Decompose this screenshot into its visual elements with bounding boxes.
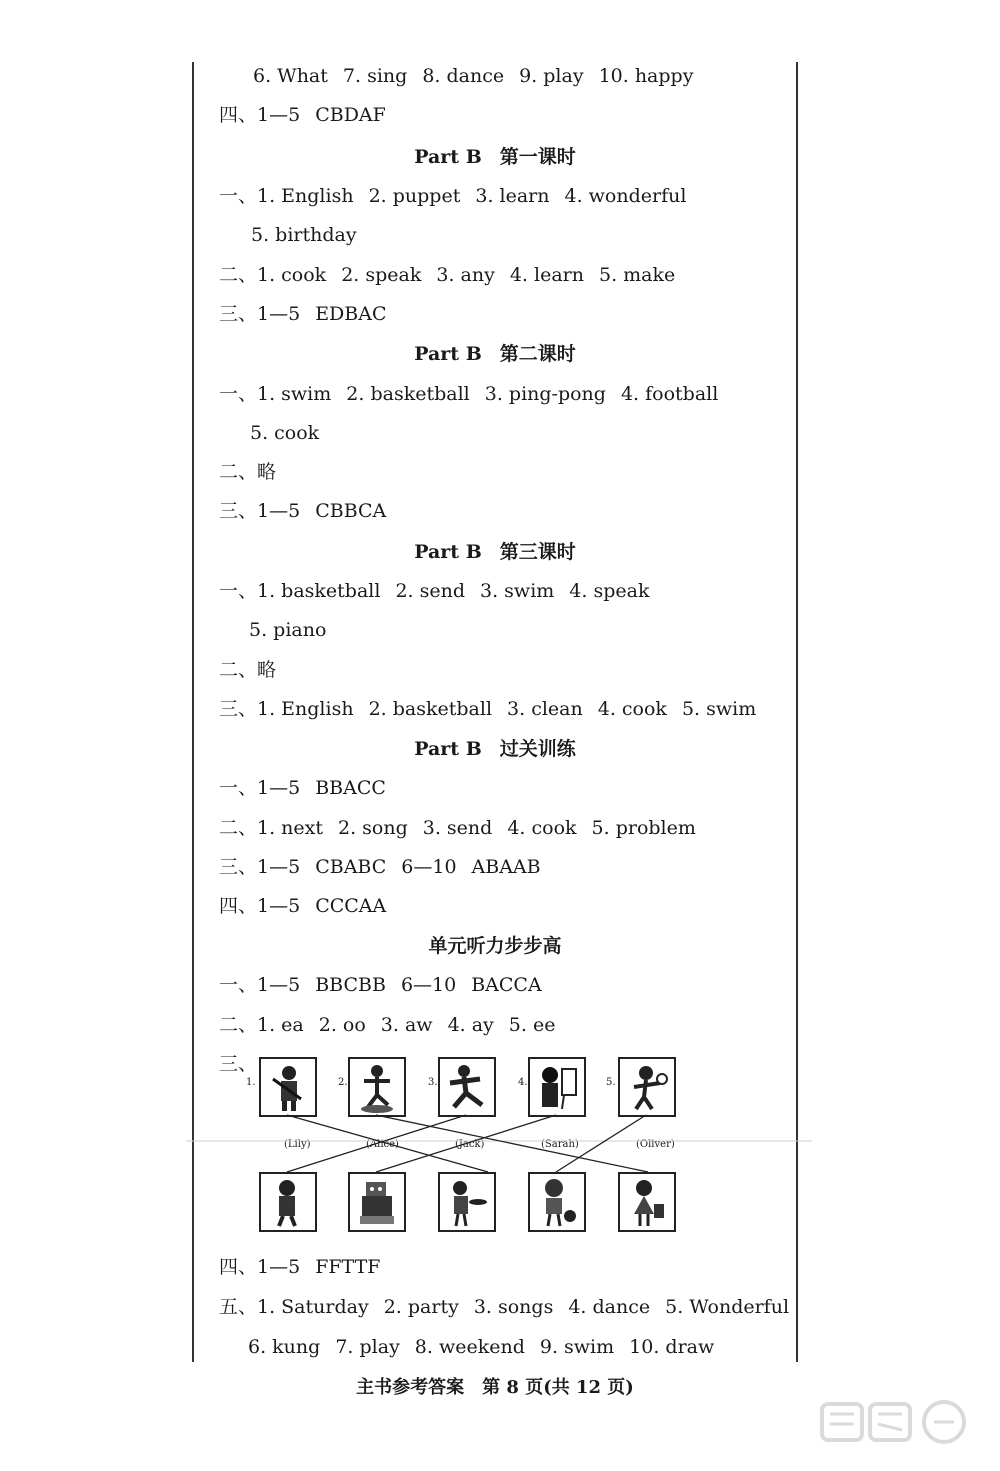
answer-item: CBDAF: [315, 104, 386, 126]
answer-item: 二、1. next: [219, 817, 323, 839]
answer-item: 4. ay: [447, 1014, 494, 1036]
answer-item: 三、1. English: [219, 698, 354, 720]
page-footer: 主书参考答案 第 8 页(共 12 页): [356, 1377, 634, 1398]
answer-item: 一、1. English: [219, 185, 354, 207]
answer-item: 2. speak: [341, 264, 422, 286]
answer-item: 四、1—5: [219, 1256, 301, 1278]
answer-item: 4. dance: [568, 1296, 651, 1318]
heading-title: 第一课时: [499, 146, 576, 168]
heading-part: Part B: [414, 541, 482, 563]
heading-title: 过关训练: [499, 738, 576, 760]
answer-item: BACCA: [471, 974, 542, 996]
answer-item: BBACC: [315, 777, 386, 799]
heading-title: 单元听力步步高: [428, 935, 562, 957]
answer-item: 5. Wonderful: [665, 1296, 790, 1318]
answer-item: 二、略: [219, 659, 277, 681]
answer-item: 5. ee: [508, 1014, 556, 1036]
answer-item: 5. make: [598, 264, 676, 286]
heading-part: Part B: [414, 343, 482, 365]
answer-item: 4. wonderful: [564, 185, 687, 207]
answer-item: 7. play: [335, 1336, 400, 1358]
name-jack: (Jack): [455, 1139, 485, 1150]
pic-number-5: 5.: [606, 1077, 616, 1088]
answer-item: 2. song: [338, 817, 408, 839]
pic-number-2: 2.: [338, 1077, 348, 1088]
name-sarah: (Sarah): [541, 1139, 579, 1150]
answer-item: 一、1—5: [219, 777, 301, 799]
answer-item: CCCAA: [315, 895, 387, 917]
answer-item: 3. songs: [473, 1296, 554, 1318]
answer-item: 3. aw: [380, 1014, 433, 1036]
answer-item: 三、: [219, 1053, 258, 1075]
answer-item: 9. play: [519, 65, 584, 87]
answer-item: EDBAC: [315, 303, 387, 325]
watermark-logo-icon: [820, 1400, 990, 1466]
answer-item: 6. What: [253, 65, 328, 87]
answer-item: 2. send: [395, 580, 466, 602]
answer-item: 一、1. swim: [219, 383, 332, 405]
answer-item: 3. learn: [475, 185, 550, 207]
answer-item: 2. oo: [318, 1014, 366, 1036]
answer-item: 四、1—5: [219, 104, 301, 126]
answer-item: ABAAB: [471, 856, 541, 878]
answer-item: 4. learn: [509, 264, 584, 286]
answer-item: 3. swim: [480, 580, 555, 602]
answer-item: FFTTF: [315, 1256, 381, 1278]
answer-item: 二、1. ea: [219, 1014, 304, 1036]
pic-number-3: 3.: [428, 1077, 438, 1088]
answer-item: 5. piano: [249, 619, 327, 641]
answer-item: 五、1. Saturday: [219, 1296, 369, 1318]
answer-item: CBBCA: [315, 500, 387, 522]
answer-item: 3. any: [436, 264, 495, 286]
answer-item: 9. swim: [539, 1336, 615, 1358]
answer-item: 6. kung: [248, 1336, 321, 1358]
answer-item: 二、1. cook: [219, 264, 327, 286]
answer-item: 8. weekend: [414, 1336, 525, 1358]
answer-item: 5. problem: [591, 817, 696, 839]
answer-item: 7. sing: [342, 65, 408, 87]
answer-item: 二、略: [219, 461, 277, 483]
answer-item: 6—10: [400, 974, 457, 996]
answer-item: 5. cook: [250, 422, 320, 444]
answer-item: 三、1—5: [219, 856, 301, 878]
answer-item: 一、1. basketball: [219, 580, 381, 602]
answer-item: 3. send: [422, 817, 493, 839]
answer-item: 3. ping-pong: [484, 383, 606, 405]
answer-item: 3. clean: [507, 698, 583, 720]
name-lily: (Lily): [284, 1139, 311, 1150]
answer-item: 三、1—5: [219, 500, 301, 522]
answer-item: 2. party: [383, 1296, 459, 1318]
pic-number-4: 4.: [518, 1077, 528, 1088]
heading-part: Part B: [414, 738, 482, 760]
answer-item: 2. puppet: [368, 185, 461, 207]
answer-item: CBABC: [315, 856, 387, 878]
answer-item: 4. cook: [507, 817, 577, 839]
answer-item: 10. draw: [629, 1336, 715, 1358]
answer-item: 2. basketball: [368, 698, 493, 720]
answer-item: 三、1—5: [219, 303, 301, 325]
answer-item: 4. cook: [597, 698, 667, 720]
answer-item: BBCBB: [315, 974, 386, 996]
heading-title: 第二课时: [499, 343, 576, 365]
answer-item: 一、1—5: [219, 974, 301, 996]
name-oliver: (Oliver): [636, 1139, 675, 1150]
answer-item: 10. happy: [598, 65, 694, 87]
answer-item: 4. speak: [569, 580, 650, 602]
answer-item: 5. birthday: [251, 224, 357, 246]
heading-title: 第三课时: [499, 541, 576, 563]
heading-part: Part B: [414, 146, 482, 168]
answer-item: 四、1—5: [219, 895, 301, 917]
name-alice: (Alice): [366, 1139, 399, 1150]
answer-item: 4. football: [620, 383, 719, 405]
answer-item: 5. swim: [681, 698, 757, 720]
answer-item: 8. dance: [422, 65, 505, 87]
answer-item: 2. basketball: [346, 383, 470, 405]
pic-number-1: 1.: [246, 1077, 256, 1088]
answer-item: 6—10: [401, 856, 457, 878]
